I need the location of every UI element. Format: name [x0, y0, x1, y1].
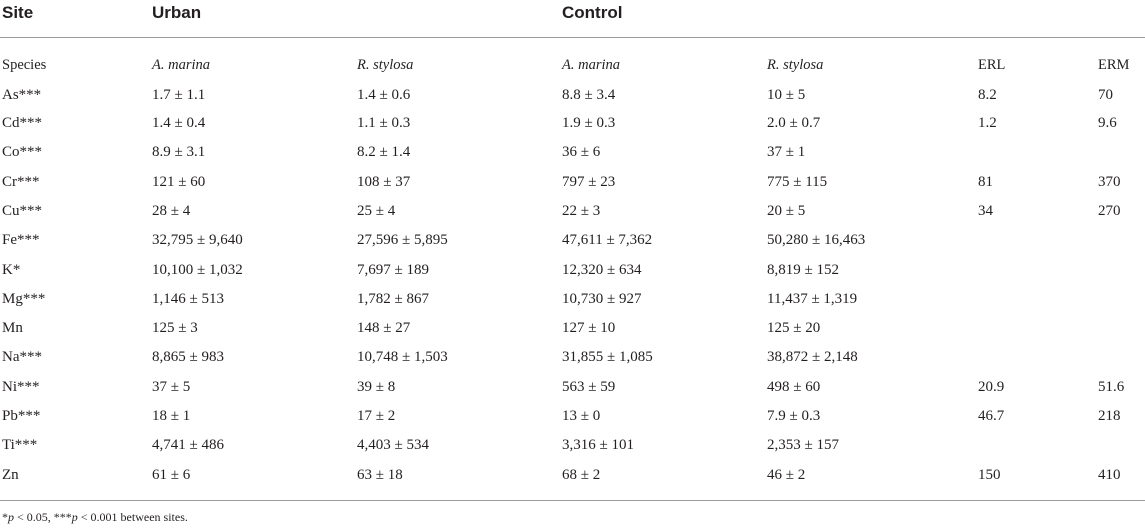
table-row [0, 168, 1145, 196]
control-a-cell: 127 ± 10 [562, 320, 616, 336]
species-label: Species [2, 57, 47, 73]
element-cell: Cr*** [2, 174, 40, 190]
control-a-cell: 47,611 ± 7,362 [562, 232, 653, 248]
control-r-cell: 125 ± 20 [767, 320, 821, 336]
control-a-cell: 1.9 ± 0.3 [562, 115, 616, 131]
urban-a-cell: 1,146 ± 513 [152, 291, 224, 307]
control-a-cell: 797 ± 23 [562, 174, 616, 190]
erm-cell: 370 [1098, 174, 1121, 190]
species-control-r: R. stylosa [767, 57, 824, 73]
urban-a-cell: 10,100 ± 1,032 [152, 262, 243, 278]
urban-a-cell: 8,865 ± 983 [152, 349, 224, 365]
erl-cell: 20.9 [978, 379, 1005, 395]
table-row [0, 314, 1145, 342]
control-r-cell: 37 ± 1 [767, 144, 806, 160]
control-r-cell: 10 ± 5 [767, 87, 806, 103]
table-row [0, 461, 1145, 489]
element-cell: Cu*** [2, 203, 43, 219]
header-urban: Urban [152, 3, 202, 22]
urban-a-cell: 18 ± 1 [152, 408, 191, 424]
species-control-a: A. marina [562, 57, 620, 73]
table-row [0, 138, 1145, 166]
element-cell: As*** [2, 87, 42, 103]
species-row [0, 51, 1145, 79]
urban-r-cell: 8.2 ± 1.4 [357, 144, 411, 160]
table-row [0, 256, 1145, 284]
erm-cell: 51.6 [1098, 379, 1125, 395]
urban-r-cell: 4,403 ± 534 [357, 437, 429, 453]
urban-a-cell: 1.4 ± 0.4 [152, 115, 206, 131]
control-r-cell: 8,819 ± 152 [767, 262, 839, 278]
table-row [0, 285, 1145, 313]
control-a-cell: 10,730 ± 927 [562, 291, 642, 307]
control-r-cell: 7.9 ± 0.3 [767, 408, 821, 424]
control-a-cell: 68 ± 2 [562, 467, 601, 483]
erl-cell: 8.2 [978, 87, 997, 103]
erl-cell: 46.7 [978, 408, 1005, 424]
species-urban-a: A. marina [152, 57, 210, 73]
element-cell: K* [2, 262, 21, 278]
footnote-p2: p [71, 510, 78, 524]
element-cell: Mn [2, 320, 23, 336]
urban-r-cell: 39 ± 8 [357, 379, 396, 395]
erm-cell: 410 [1098, 467, 1121, 483]
urban-a-cell: 1.7 ± 1.1 [152, 87, 206, 103]
erm-cell: 270 [1098, 203, 1121, 219]
control-r-cell: 2.0 ± 0.7 [767, 115, 821, 131]
control-r-cell: 20 ± 5 [767, 203, 806, 219]
control-a-cell: 36 ± 6 [562, 144, 601, 160]
table-row [0, 431, 1145, 459]
element-cell: Pb*** [2, 408, 41, 424]
urban-a-cell: 28 ± 4 [152, 203, 191, 219]
footnote-text2: < 0.001 between sites. [77, 510, 188, 524]
erl-cell: 1.2 [978, 115, 997, 131]
element-cell: Zn [2, 467, 19, 483]
erl-cell: 34 [978, 203, 993, 219]
urban-r-cell: 7,697 ± 189 [357, 262, 429, 278]
control-r-cell: 46 ± 2 [767, 467, 806, 483]
species-erl: ERL [978, 57, 1006, 73]
header-row [0, 0, 1145, 28]
urban-r-cell: 148 ± 27 [357, 320, 411, 336]
urban-r-cell: 27,596 ± 5,895 [357, 232, 448, 248]
erl-cell: 81 [978, 174, 993, 190]
table-row [0, 226, 1145, 254]
urban-r-cell: 63 ± 18 [357, 467, 403, 483]
erl-cell: 150 [978, 467, 1001, 483]
urban-r-cell: 10,748 ± 1,503 [357, 349, 448, 365]
urban-r-cell: 108 ± 37 [357, 174, 411, 190]
header-control: Control [562, 3, 623, 22]
urban-r-cell: 1,782 ± 867 [357, 291, 429, 307]
table-row [0, 81, 1145, 109]
table-footnote [2, 509, 188, 525]
urban-a-cell: 121 ± 60 [152, 174, 206, 190]
control-a-cell: 12,320 ± 634 [562, 262, 642, 278]
element-cell: Ti*** [2, 437, 38, 453]
header-site: Site [2, 3, 34, 22]
urban-a-cell: 32,795 ± 9,640 [152, 232, 243, 248]
urban-a-cell: 37 ± 5 [152, 379, 191, 395]
species-erm: ERM [1098, 57, 1130, 73]
control-a-cell: 8.8 ± 3.4 [562, 87, 616, 103]
table-row [0, 373, 1145, 401]
urban-a-cell: 125 ± 3 [152, 320, 198, 336]
urban-a-cell: 8.9 ± 3.1 [152, 144, 206, 160]
element-cell: Na*** [2, 349, 42, 365]
table-row [0, 197, 1145, 225]
footer-divider [0, 500, 1145, 501]
element-cell: Cd*** [2, 115, 43, 131]
erm-cell: 218 [1098, 408, 1121, 424]
erm-cell: 70 [1098, 87, 1113, 103]
table-row [0, 343, 1145, 371]
species-urban-r: R. stylosa [357, 57, 414, 73]
table-row [0, 402, 1145, 430]
urban-r-cell: 25 ± 4 [357, 203, 396, 219]
control-r-cell: 498 ± 60 [767, 379, 821, 395]
control-a-cell: 31,855 ± 1,085 [562, 349, 653, 365]
urban-r-cell: 1.4 ± 0.6 [357, 87, 411, 103]
control-a-cell: 22 ± 3 [562, 203, 601, 219]
control-r-cell: 38,872 ± 2,148 [767, 349, 858, 365]
urban-a-cell: 4,741 ± 486 [152, 437, 224, 453]
urban-r-cell: 17 ± 2 [357, 408, 396, 424]
control-a-cell: 13 ± 0 [562, 408, 601, 424]
footnote-p1: p [8, 510, 14, 524]
erm-cell: 9.6 [1098, 115, 1117, 131]
element-cell: Ni*** [2, 379, 40, 395]
control-r-cell: 775 ± 115 [767, 174, 828, 190]
urban-a-cell: 61 ± 6 [152, 467, 191, 483]
footnote-text1: < 0.05, *** [14, 510, 72, 524]
control-a-cell: 563 ± 59 [562, 379, 616, 395]
table-row [0, 109, 1145, 137]
header-divider [0, 37, 1145, 38]
element-cell: Fe*** [2, 232, 40, 248]
control-r-cell: 2,353 ± 157 [767, 437, 839, 453]
footnote-star: * [2, 510, 8, 524]
element-cell: Co*** [2, 144, 43, 160]
element-cell: Mg*** [2, 291, 46, 307]
control-r-cell: 11,437 ± 1,319 [767, 291, 858, 307]
control-a-cell: 3,316 ± 101 [562, 437, 634, 453]
urban-r-cell: 1.1 ± 0.3 [357, 115, 411, 131]
control-r-cell: 50,280 ± 16,463 [767, 232, 866, 248]
